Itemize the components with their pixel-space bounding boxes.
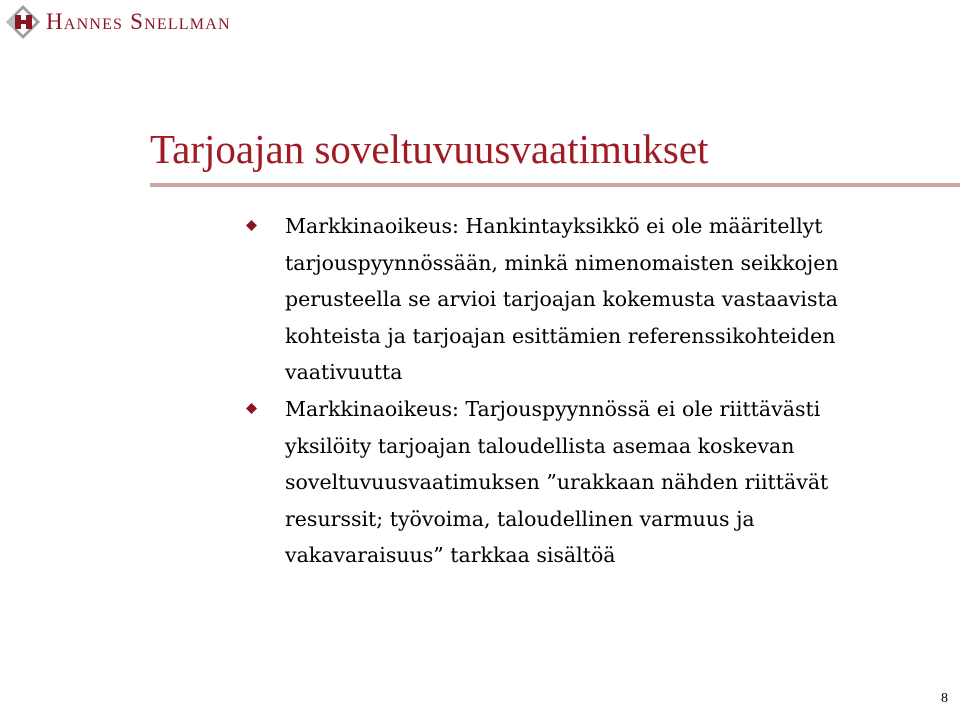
- bullet-line: kohteista ja tarjoajan esittämien referenssikohteiden: [285, 323, 836, 348]
- bullet-line: perusteella se arvioi tarjoajan kokemusta vastaavista: [285, 287, 838, 312]
- bullet-line: vakavaraisuus” tarkkaa sisältöä: [285, 543, 616, 568]
- bullet-list: [244, 208, 944, 574]
- bullet-line: Markkinaoikeus: Hankintayksikkö ei ole määritellyt: [285, 214, 823, 238]
- bullet-line: vaativuutta: [285, 360, 403, 385]
- bullet-line: tarjouspyynnössään, minkä nimenomaisten seikkojen: [285, 250, 839, 275]
- diamond-bullet-icon: [246, 220, 257, 231]
- bullet-item-second: [244, 391, 944, 574]
- bullet-line: yksilöity tarjoajan taloudellista asemaa koskevan: [285, 433, 795, 458]
- title-underline-rule: [150, 183, 960, 187]
- bullet-line: Markkinaoikeus: Tarjouspyynnössä ei ole riittävästi: [285, 396, 821, 421]
- page-number: 8: [941, 691, 948, 706]
- bullet-line: soveltuvuusvaatimuksen ”urakkaan nähden riittävät: [285, 470, 829, 495]
- bullet-item-first: [244, 208, 944, 391]
- bullet-line: resurssit; työvoima, taloudellinen varmuus ja: [285, 506, 755, 531]
- slide-title: Tarjoajan soveltuvuusvaatimukset: [150, 126, 709, 172]
- diamond-bullet-icon: [246, 403, 257, 414]
- brand-logo: [4, 2, 231, 42]
- brand-name: Hannes Snellman: [46, 9, 231, 34]
- hannes-snellman-logo-icon: [4, 3, 42, 41]
